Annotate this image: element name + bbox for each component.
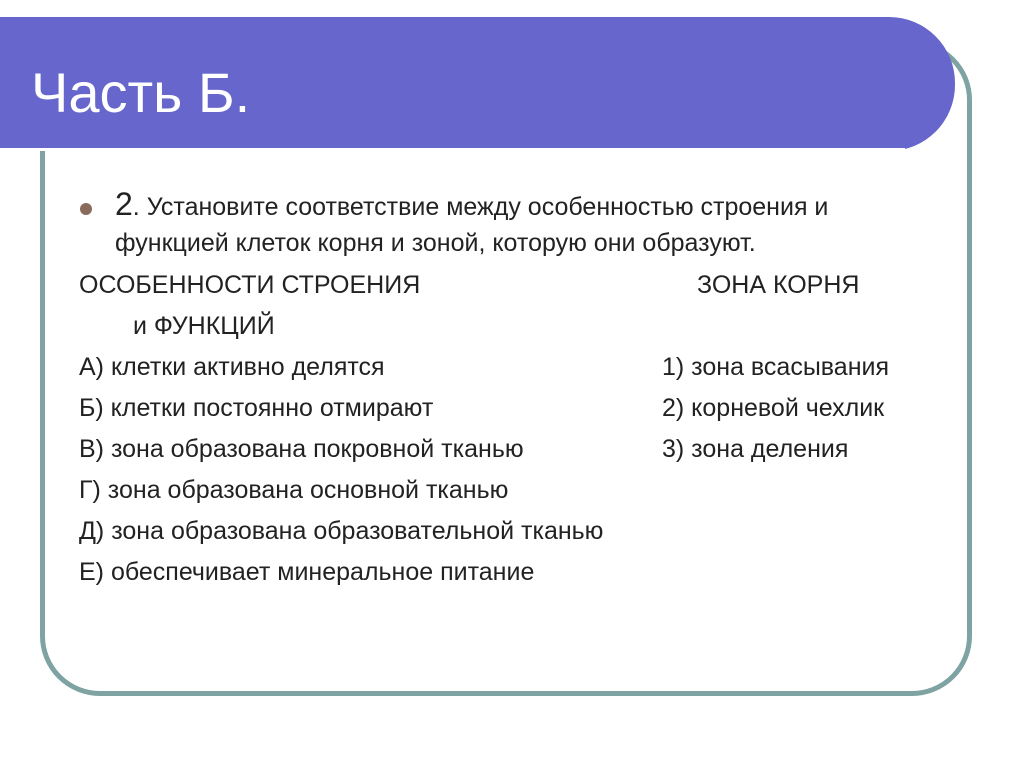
- slide-title: Часть Б.: [31, 61, 251, 124]
- right-item-2: 2) корневой чехлик: [662, 394, 885, 422]
- left-column-header-cont: и ФУНКЦИЙ: [133, 312, 275, 340]
- left-item-d: Д) зона образована образовательной тканью: [79, 517, 604, 545]
- left-column-header: ОСОБЕННОСТИ СТРОЕНИЯ: [79, 271, 421, 299]
- left-item-v: В) зона образована покровной тканью: [79, 435, 524, 463]
- left-item-g: Г) зона образована основной тканью: [79, 476, 509, 504]
- question-text: . Установите соответствие между особенностью строения и функцией клеток корня и зоной, которую они образуют.: [115, 193, 829, 257]
- left-item-b: Б) клетки постоянно отмирают: [79, 394, 434, 422]
- question: [115, 186, 945, 261]
- title-bar: [0, 17, 955, 151]
- title-underline: [0, 148, 905, 151]
- left-item-a: А) клетки активно делятся: [79, 353, 385, 381]
- question-number: 2: [115, 186, 133, 222]
- right-column-header: ЗОНА КОРНЯ: [697, 271, 860, 299]
- bullet-dot-icon: [80, 203, 92, 215]
- right-item-3: 3) зона деления: [662, 435, 849, 463]
- left-item-e: Е) обеспечивает минеральное питание: [79, 558, 535, 586]
- right-item-1: 1) зона всасывания: [662, 353, 890, 381]
